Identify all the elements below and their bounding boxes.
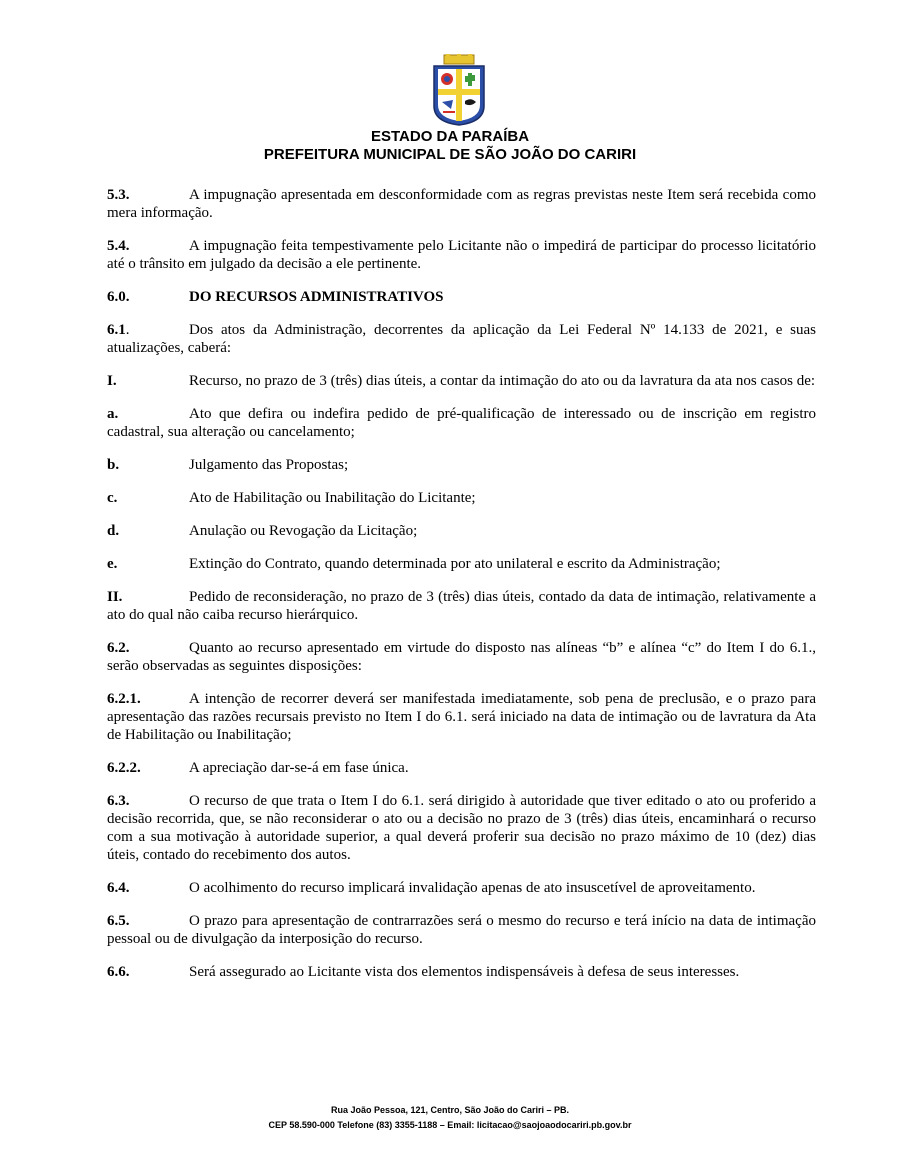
paragraph-item-ii (107, 588, 816, 624)
paragraph-6-2-1 (107, 690, 816, 744)
paragraph-number: e. (107, 556, 118, 572)
paragraph-number: 5.4. (107, 238, 130, 254)
paragraph-number: 6.6. (107, 964, 130, 980)
paragraph-6-2-2 (107, 759, 816, 777)
paragraph-text: A impugnação apresentada em desconformidade com as regras previstas neste Item será recebida como mera informação. (107, 187, 816, 221)
paragraph-text: O recurso de que trata o Item I do 6.1. será dirigido à autoridade que tiver editado o ato ou proferido a decisão recorrida, que, se não reconsiderar o ato ou a decisão no prazo de 3 (três) dias úteis, encaminhará o recurso com a sua motivação à autoridade superior, a qual deverá proferir sua decisão no prazo máximo de 10 (dez) dias úteis, contado do recebimento dos autos. (107, 793, 816, 863)
section-heading-6-0 (107, 288, 816, 306)
paragraph-6-2 (107, 639, 816, 675)
paragraph-6-4 (107, 879, 816, 897)
paragraph-number: b. (107, 457, 120, 473)
paragraph-text: O prazo para apresentação de contrarrazões será o mesmo do recurso e terá início na data de intimação pessoal ou de divulgação da interposição do recurso. (107, 913, 816, 947)
paragraph-text: A apreciação dar-se-á em fase única. (189, 760, 409, 776)
paragraph-6-1 (107, 321, 816, 357)
paragraph-text: Julgamento das Propostas; (189, 457, 349, 473)
paragraph-item-c (107, 489, 816, 507)
paragraph-6-6 (107, 963, 816, 981)
header-prefecture: PREFEITURA MUNICIPAL DE SÃO JOÃO DO CARIRI (263, 146, 637, 163)
paragraph-item-d (107, 522, 816, 540)
paragraph-text: A intenção de recorrer deverá ser manifestada imediatamente, sob pena de preclusão, e o prazo para apresentação das razões recursais previsto no Item I do 6.1. será iniciado na data de intimação ou de lavratura da Ata de Habilitação ou Inabilitação; (107, 691, 816, 743)
paragraph-number: a. (107, 406, 119, 422)
paragraph-number: 6.4. (107, 880, 130, 896)
paragraph-text: Será assegurado ao Licitante vista dos elementos indispensáveis à defesa de seus interesses. (189, 964, 740, 980)
paragraph-item-a (107, 405, 816, 441)
paragraph-number: I. (107, 373, 117, 389)
paragraph-number: 6.3. (107, 793, 130, 809)
paragraph-number: 6.2.2. (107, 760, 141, 776)
paragraph-number: c. (107, 490, 118, 506)
document-body (107, 186, 816, 981)
paragraph-number: 5.3. (107, 187, 130, 203)
paragraph-item-e (107, 555, 816, 573)
header-state: ESTADO DA PARAÍBA (370, 128, 530, 145)
footer-address: Rua João Pessoa, 121, Centro, São João do Cariri – PB. (330, 1105, 570, 1115)
paragraph-number: d. (107, 523, 120, 539)
paragraph-number: II. (107, 589, 123, 605)
paragraph-number: 6.0. (107, 289, 130, 305)
footer-contact: CEP 58.590-000 Telefone (83) 3355-1188 – Email: licitacao@saojoaodocariri.pb.gov.br (268, 1120, 632, 1130)
paragraph-number: 6.1. (107, 322, 130, 338)
paragraph-text: Pedido de reconsideração, no prazo de 3 (três) dias úteis, contado da data de intimação, relativamente a ato do qual não caiba recurso hierárquico. (107, 589, 816, 623)
paragraph-text: Ato de Habilitação ou Inabilitação do Licitante; (189, 490, 476, 506)
paragraph-number: 6.2.1. (107, 691, 141, 707)
coat-of-arms-icon (429, 54, 489, 126)
paragraph-text: A impugnação feita tempestivamente pelo Licitante não o impedirá de participar do processo licitatório até o trânsito em julgado da decisão a ele pertinente. (107, 238, 816, 272)
paragraph-number: 6.5. (107, 913, 130, 929)
paragraph-number: 6.2. (107, 640, 130, 656)
paragraph-5-4 (107, 237, 816, 273)
paragraph-item-b (107, 456, 816, 474)
paragraph-text: Ato que defira ou indefira pedido de pré-qualificação de interessado ou de inscrição em registro cadastral, sua alteração ou cancelamento; (107, 406, 816, 440)
paragraph-5-3 (107, 186, 816, 222)
paragraph-text: Quanto ao recurso apresentado em virtude do disposto nas alíneas “b” e alínea “c” do Item I do 6.1., serão observadas as seguintes disposições: (107, 640, 816, 674)
paragraph-text: Dos atos da Administração, decorrentes da aplicação da Lei Federal Nº 14.133 de 2021, e suas atualizações, caberá: (107, 322, 816, 356)
paragraph-text: Recurso, no prazo de 3 (três) dias úteis, a contar da intimação do ato ou da lavratura da ata nos casos de: (189, 373, 816, 389)
paragraph-item-i (107, 372, 816, 390)
paragraph-text: O acolhimento do recurso implicará invalidação apenas de ato insuscetível de aproveitamento. (189, 880, 756, 896)
paragraph-text: Anulação ou Revogação da Licitação; (189, 523, 418, 539)
paragraph-6-5 (107, 912, 816, 948)
section-title: DO RECURSOS ADMINISTRATIVOS (189, 289, 444, 305)
paragraph-6-3 (107, 792, 816, 864)
paragraph-text: Extinção do Contrato, quando determinada por ato unilateral e escrito da Administração; (189, 556, 721, 572)
